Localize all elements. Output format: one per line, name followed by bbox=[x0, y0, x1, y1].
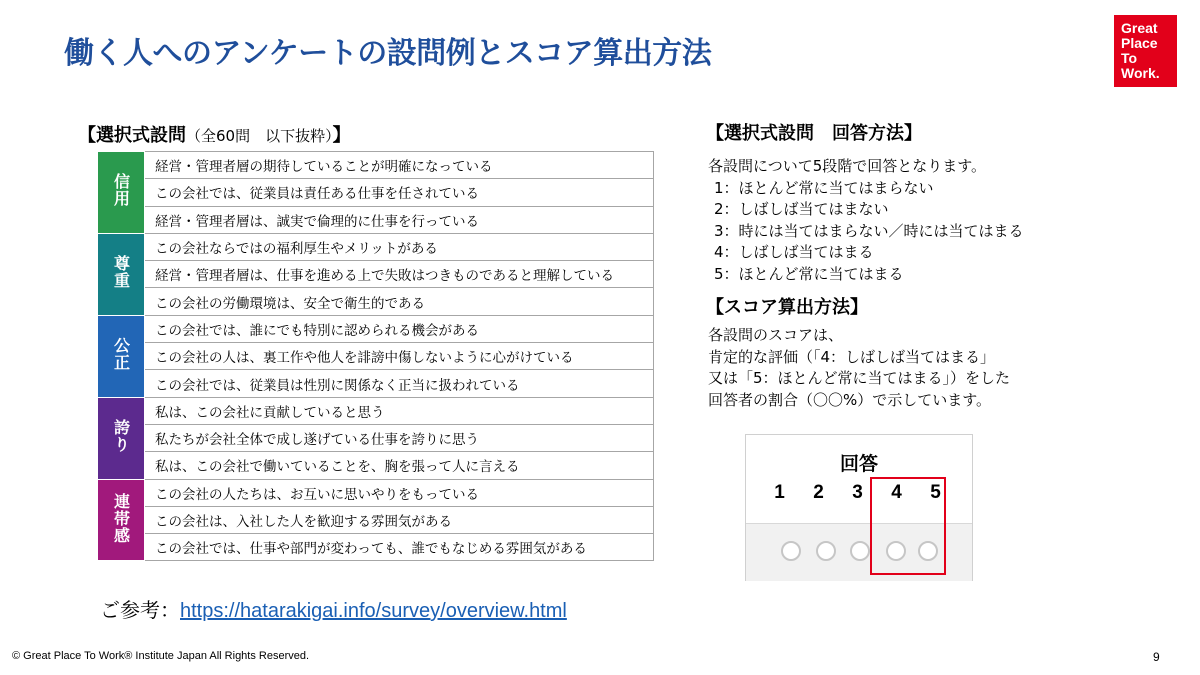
table-row bbox=[98, 506, 654, 533]
category-cell bbox=[98, 479, 145, 561]
score-method-heading: 【スコア算出方法】 bbox=[706, 297, 868, 318]
logo-line: Work. bbox=[1121, 65, 1160, 81]
answer-header: 回答 bbox=[839, 453, 878, 475]
page-title: 働く人へのアンケートの設問例とスコア算出方法 bbox=[64, 36, 712, 71]
page-number: 9 bbox=[1153, 650, 1160, 664]
question-cell: この会社では、従業員は責任ある仕事を任されている bbox=[145, 179, 654, 206]
question-cell: 私は、この会社で働いていることを、胸を張って人に言える bbox=[145, 452, 654, 479]
table-row bbox=[98, 152, 654, 179]
table-row bbox=[98, 233, 654, 260]
table-row bbox=[98, 452, 654, 479]
reference-link[interactable]: https://hatarakigai.info/survey/overview.html bbox=[180, 600, 567, 622]
question-section-heading bbox=[78, 121, 351, 147]
scale-item: 5：ほとんど常に当てはまる bbox=[714, 264, 904, 283]
question-cell: 経営・管理者層の期待していることが明確になっている bbox=[145, 152, 654, 179]
answer-example-box bbox=[745, 434, 973, 581]
score-line: 回答者の割合（〇〇%）で示しています。 bbox=[708, 390, 992, 409]
table-row bbox=[98, 261, 654, 288]
table-row bbox=[98, 315, 654, 342]
radio-option-2[interactable] bbox=[816, 541, 836, 561]
radio-option-3[interactable] bbox=[850, 541, 870, 561]
answer-number: 4 bbox=[891, 482, 902, 503]
table-row bbox=[98, 479, 654, 506]
answer-method-heading: 【選択式設問 回答方法】 bbox=[706, 123, 922, 144]
table-row bbox=[98, 534, 654, 561]
question-cell: 経営・管理者層は、誠実で倫理的に仕事を行っている bbox=[145, 206, 654, 233]
reference-line bbox=[100, 594, 567, 623]
category-label: 誇り bbox=[111, 419, 131, 454]
question-table bbox=[97, 151, 654, 561]
table-row bbox=[98, 288, 654, 315]
reference-label: ご参考： bbox=[100, 598, 180, 622]
question-cell: 私たちが会社全体で成し遂げている仕事を誇りに思う bbox=[145, 424, 654, 451]
table-row bbox=[98, 397, 654, 424]
table-row bbox=[98, 343, 654, 370]
score-method-block bbox=[708, 325, 1010, 411]
question-cell: この会社の労働環境は、安全で衛生的である bbox=[145, 288, 654, 315]
category-label: 尊重 bbox=[111, 255, 131, 290]
question-cell: 私は、この会社に貢献していると思う bbox=[145, 397, 654, 424]
score-line: 各設問のスコアは、 bbox=[708, 326, 844, 344]
logo-line: Great bbox=[1121, 20, 1158, 36]
question-cell: この会社では、従業員は性別に関係なく正当に扱われている bbox=[145, 370, 654, 397]
question-cell: この会社では、仕事や部門が変わっても、誰でもなじめる雰囲気がある bbox=[145, 534, 654, 561]
score-line: 又は「5：ほとんど常に当てはまる」）をした bbox=[708, 369, 1011, 387]
category-cell bbox=[98, 233, 145, 315]
category-label: 公正 bbox=[111, 337, 131, 372]
answer-method-intro: 各設問について5段階で回答となります。 bbox=[708, 157, 987, 175]
question-cell: この会社ならではの福利厚生やメリットがある bbox=[145, 233, 654, 260]
category-cell bbox=[98, 152, 145, 234]
question-cell: この会社の人は、裏工作や他人を誹謗中傷しないように心がけている bbox=[145, 343, 654, 370]
category-label: 連帯感 bbox=[111, 492, 131, 544]
question-heading-end: 】 bbox=[332, 125, 351, 146]
scale-item: 3：時には当てはまらない／時には当てはまる bbox=[714, 221, 1024, 240]
category-cell bbox=[98, 315, 145, 397]
scale-item: 4：しばしば当てはまる bbox=[714, 243, 874, 261]
table-row bbox=[98, 424, 654, 451]
great-place-to-work-logo bbox=[1114, 15, 1177, 87]
answer-method-block bbox=[708, 156, 1024, 285]
question-heading-sub: （全60問 以下抜粋） bbox=[186, 127, 333, 145]
question-cell: 経営・管理者層は、仕事を進める上で失敗はつきものであると理解している bbox=[145, 261, 654, 288]
scale-item: 2：しばしば当てはまない bbox=[714, 200, 889, 218]
question-cell: この会社の人たちは、お互いに思いやりをもっている bbox=[145, 479, 654, 506]
score-line: 肯定的な評価（「4：しばしば当てはまる」 bbox=[708, 347, 996, 366]
table-row bbox=[98, 179, 654, 206]
answer-number: 2 bbox=[813, 482, 824, 503]
answer-number: 5 bbox=[930, 482, 941, 503]
logo-line: To bbox=[1121, 50, 1138, 66]
category-label: 信用 bbox=[111, 173, 131, 208]
question-heading-main: 【選択式設問 bbox=[78, 125, 186, 146]
answer-number: 1 bbox=[774, 482, 785, 503]
table-row bbox=[98, 370, 654, 397]
copyright: © Great Place To Work® Institute Japan All Rights Reserved. bbox=[12, 650, 310, 662]
positive-answer-highlight bbox=[870, 477, 946, 575]
answer-number: 3 bbox=[852, 482, 863, 503]
question-cell: この会社は、入社した人を歓迎する雰囲気がある bbox=[145, 506, 654, 533]
scale-item: 1：ほとんど常に当てはまらない bbox=[714, 178, 934, 197]
logo-line: Place bbox=[1121, 35, 1158, 51]
radio-option-1[interactable] bbox=[781, 541, 801, 561]
question-cell: この会社では、誰にでも特別に認められる機会がある bbox=[145, 315, 654, 342]
table-row bbox=[98, 206, 654, 233]
category-cell bbox=[98, 397, 145, 479]
